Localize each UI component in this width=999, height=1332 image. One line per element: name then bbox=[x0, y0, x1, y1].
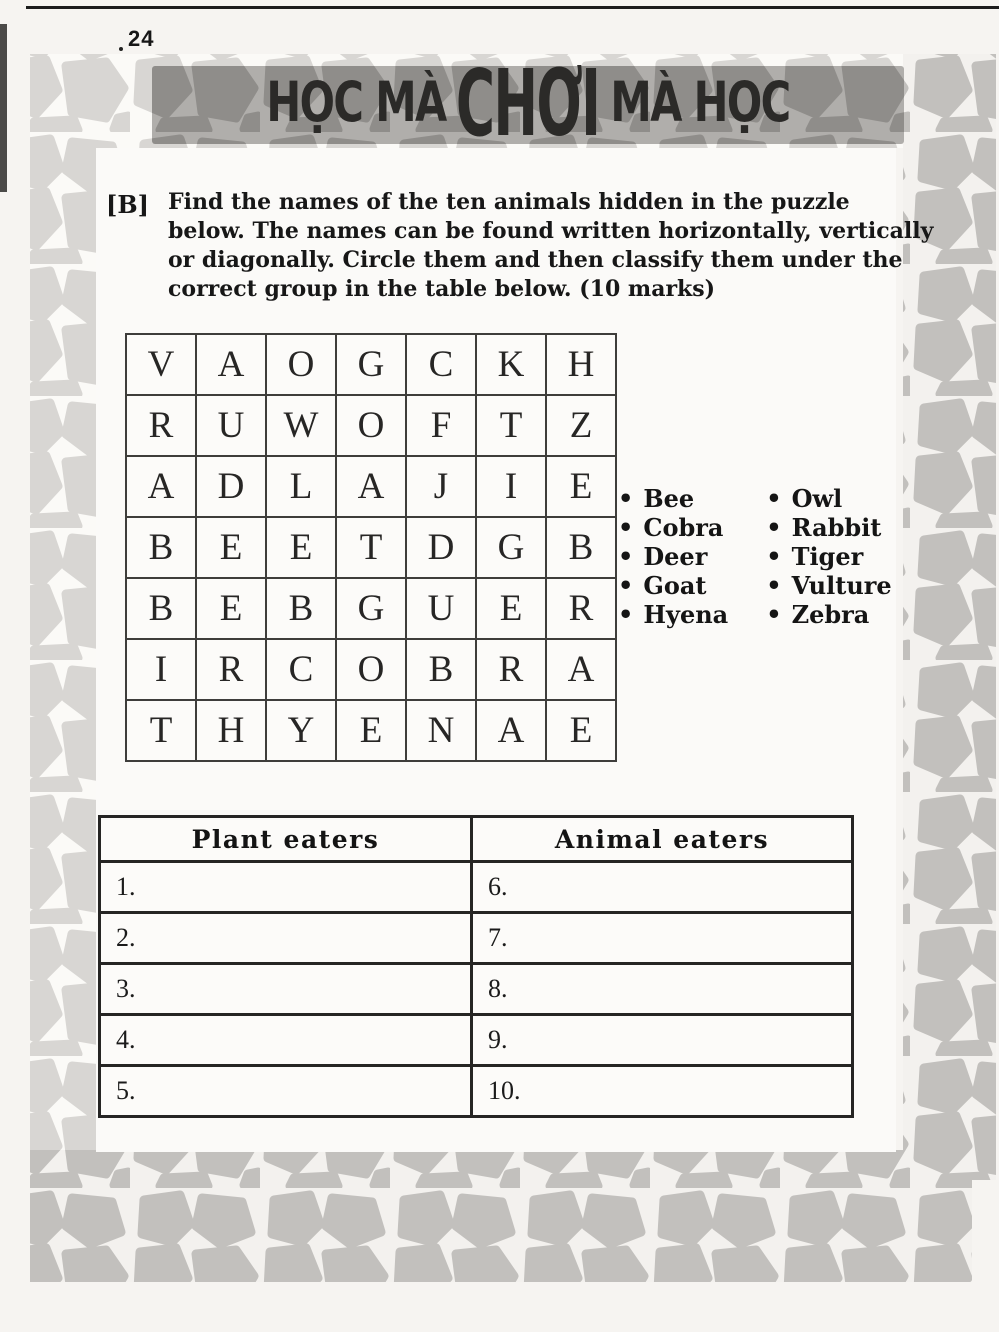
puzzle-cell: E bbox=[336, 700, 406, 761]
puzzle-row bbox=[126, 639, 616, 700]
puzzle-cell: G bbox=[336, 578, 406, 639]
puzzle-cell: N bbox=[406, 700, 476, 761]
bullet-icon: • bbox=[618, 484, 634, 513]
answer-cell-animal-9: 9. bbox=[472, 1015, 853, 1066]
bullet-icon: • bbox=[618, 542, 634, 571]
list-item bbox=[766, 484, 891, 513]
instruction-line: correct group in the table below. (10 marks) bbox=[168, 276, 716, 302]
puzzle-cell: Y bbox=[266, 700, 336, 761]
title-part-1: HỌC MÀ bbox=[266, 71, 447, 135]
scan-left-strip bbox=[0, 24, 7, 192]
answer-cell-animal-6: 6. bbox=[472, 862, 853, 913]
pattern-bottom-band bbox=[30, 1150, 972, 1282]
puzzle-cell: H bbox=[546, 334, 616, 395]
puzzle-cell: D bbox=[406, 517, 476, 578]
list-item bbox=[618, 542, 728, 571]
animal-name: Cobra bbox=[643, 513, 724, 542]
puzzle-cell: A bbox=[336, 456, 406, 517]
animal-name: Rabbit bbox=[791, 513, 882, 542]
animal-name: Tiger bbox=[791, 542, 864, 571]
puzzle-cell: E bbox=[196, 578, 266, 639]
puzzle-row bbox=[126, 517, 616, 578]
puzzle-row bbox=[126, 700, 616, 761]
list-item bbox=[618, 513, 728, 542]
puzzle-cell: R bbox=[126, 395, 196, 456]
answer-cell-animal-10: 10. bbox=[472, 1066, 853, 1117]
table-row bbox=[100, 862, 853, 913]
animal-name: Hyena bbox=[643, 600, 729, 629]
puzzle-cell: G bbox=[336, 334, 406, 395]
list-item bbox=[618, 571, 728, 600]
table-row bbox=[100, 1066, 853, 1117]
puzzle-cell: R bbox=[476, 639, 546, 700]
puzzle-cell: O bbox=[336, 639, 406, 700]
bullet-icon: • bbox=[618, 571, 634, 600]
answer-cell-plant-4: 4. bbox=[100, 1015, 472, 1066]
list-item bbox=[618, 600, 728, 629]
puzzle-cell: B bbox=[406, 639, 476, 700]
bullet-icon: • bbox=[618, 600, 634, 629]
puzzle-cell: U bbox=[406, 578, 476, 639]
list-item bbox=[766, 513, 891, 542]
puzzle-cell: J bbox=[406, 456, 476, 517]
animal-name: Owl bbox=[791, 484, 843, 513]
animal-name: Vulture bbox=[791, 571, 892, 600]
puzzle-cell: B bbox=[546, 517, 616, 578]
animal-name: Deer bbox=[643, 542, 708, 571]
puzzle-cell: A bbox=[196, 334, 266, 395]
puzzle-cell: A bbox=[546, 639, 616, 700]
puzzle-cell: Z bbox=[546, 395, 616, 456]
table-row bbox=[100, 964, 853, 1015]
puzzle-cell: U bbox=[196, 395, 266, 456]
animal-name: Goat bbox=[643, 571, 707, 600]
puzzle-cell: B bbox=[126, 517, 196, 578]
puzzle-cell: D bbox=[196, 456, 266, 517]
puzzle-cell: C bbox=[266, 639, 336, 700]
puzzle-cell: T bbox=[476, 395, 546, 456]
list-item bbox=[766, 571, 891, 600]
classification-table bbox=[98, 815, 854, 1118]
puzzle-cell: A bbox=[476, 700, 546, 761]
puzzle-cell: B bbox=[266, 578, 336, 639]
bullet-icon: • bbox=[766, 513, 782, 542]
puzzle-cell: T bbox=[336, 517, 406, 578]
answer-cell-plant-2: 2. bbox=[100, 913, 472, 964]
list-item bbox=[766, 542, 891, 571]
puzzle-cell: R bbox=[196, 639, 266, 700]
instruction-line: Find the names of the ten animals hidden in the puzzle bbox=[168, 189, 850, 215]
table-row bbox=[100, 1015, 853, 1066]
puzzle-row bbox=[126, 456, 616, 517]
page-title bbox=[152, 49, 904, 157]
bullet-icon: • bbox=[766, 542, 782, 571]
title-part-2: CHƠI bbox=[456, 49, 600, 157]
puzzle-cell: E bbox=[546, 456, 616, 517]
pattern-left-column bbox=[30, 54, 98, 1180]
puzzle-cell: E bbox=[196, 517, 266, 578]
puzzle-cell: I bbox=[476, 456, 546, 517]
puzzle-cell: O bbox=[266, 334, 336, 395]
animal-list-column-2 bbox=[766, 484, 891, 629]
bullet-icon: • bbox=[766, 600, 782, 629]
animal-name: Zebra bbox=[791, 600, 870, 629]
puzzle-cell: R bbox=[546, 578, 616, 639]
animal-list-column-1 bbox=[618, 484, 728, 629]
table-row bbox=[100, 913, 853, 964]
puzzle-cell: A bbox=[126, 456, 196, 517]
bullet-icon: • bbox=[766, 571, 782, 600]
puzzle-cell: E bbox=[476, 578, 546, 639]
puzzle-cell: O bbox=[336, 395, 406, 456]
puzzle-cell: E bbox=[266, 517, 336, 578]
scan-speck bbox=[119, 47, 123, 51]
bullet-icon: • bbox=[766, 484, 782, 513]
animal-eaters-header: Animal eaters bbox=[472, 817, 853, 862]
puzzle-row bbox=[126, 395, 616, 456]
exercise-instruction bbox=[168, 188, 933, 304]
answer-cell-animal-7: 7. bbox=[472, 913, 853, 964]
plant-eaters-header: Plant eaters bbox=[100, 817, 472, 862]
answer-cell-plant-3: 3. bbox=[100, 964, 472, 1015]
puzzle-cell: L bbox=[266, 456, 336, 517]
exercise-label: [B] bbox=[106, 190, 149, 219]
puzzle-cell: E bbox=[546, 700, 616, 761]
answer-cell-plant-5: 5. bbox=[100, 1066, 472, 1117]
puzzle-cell: H bbox=[196, 700, 266, 761]
answer-cell-plant-1: 1. bbox=[100, 862, 472, 913]
instruction-line: or diagonally. Circle them and then classify them under the bbox=[168, 247, 903, 273]
puzzle-cell: F bbox=[406, 395, 476, 456]
puzzle-cell: W bbox=[266, 395, 336, 456]
puzzle-cell: T bbox=[126, 700, 196, 761]
title-part-3: MÀ HỌC bbox=[609, 71, 790, 135]
puzzle-row bbox=[126, 578, 616, 639]
puzzle-cell: C bbox=[406, 334, 476, 395]
puzzle-cell: V bbox=[126, 334, 196, 395]
animal-name: Bee bbox=[643, 484, 695, 513]
puzzle-cell: G bbox=[476, 517, 546, 578]
puzzle-cell: K bbox=[476, 334, 546, 395]
puzzle-cell: B bbox=[126, 578, 196, 639]
list-item bbox=[766, 600, 891, 629]
instruction-line: below. The names can be found written horizontally, vertically bbox=[168, 218, 934, 244]
answer-cell-animal-8: 8. bbox=[472, 964, 853, 1015]
table-header-row bbox=[100, 817, 853, 862]
word-search-grid bbox=[125, 333, 617, 762]
animal-word-list bbox=[618, 484, 892, 629]
page-number: 24 bbox=[128, 26, 155, 51]
list-item bbox=[618, 484, 728, 513]
scan-top-line bbox=[26, 6, 999, 9]
bullet-icon: • bbox=[618, 513, 634, 542]
puzzle-cell: I bbox=[126, 639, 196, 700]
puzzle-row bbox=[126, 334, 616, 395]
